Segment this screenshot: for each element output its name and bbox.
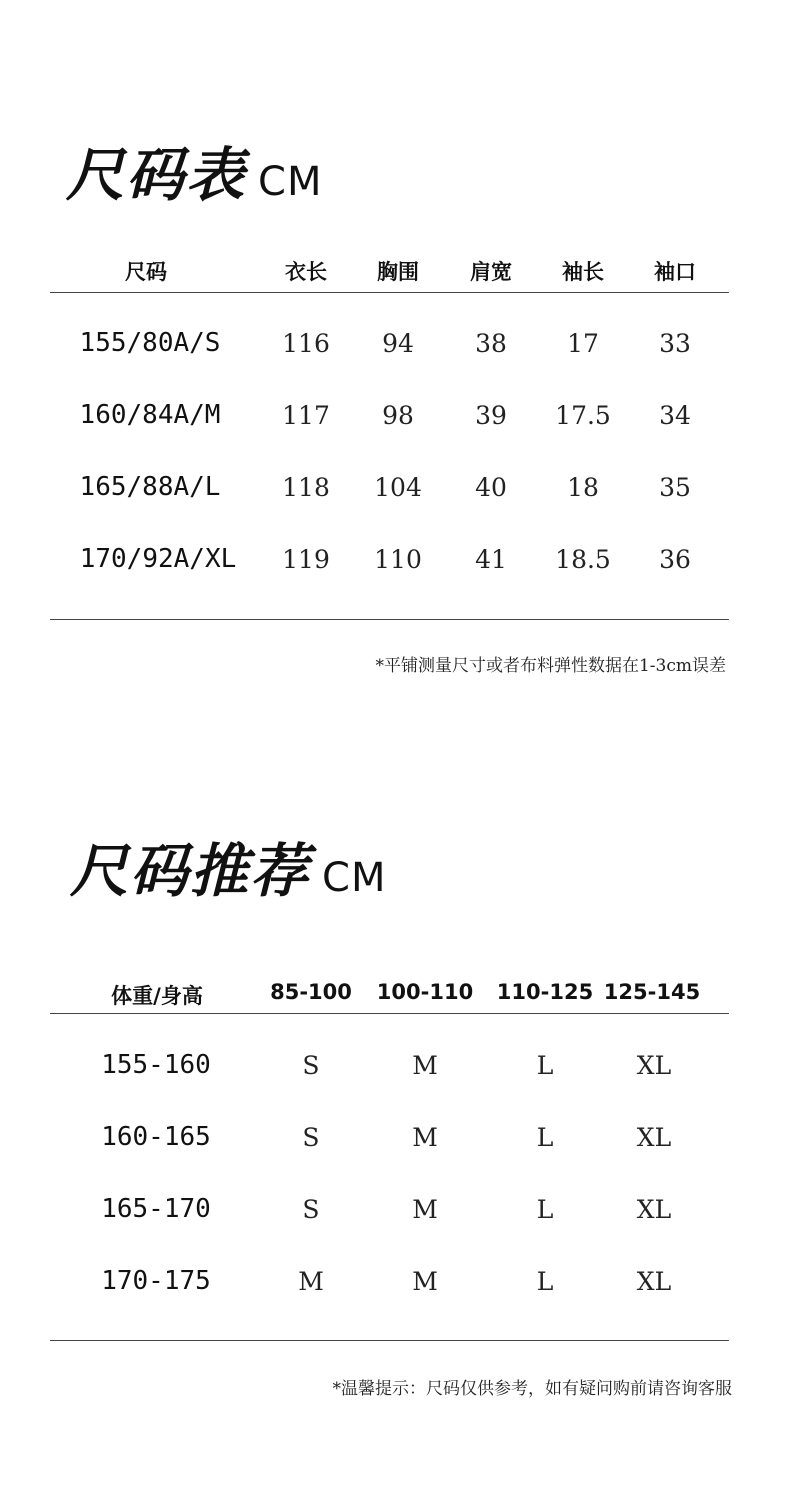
size-chart-cell: 98 [382,401,414,430]
size-recommend-cell: M [412,1195,438,1224]
size-chart-cell: 119 [282,545,330,574]
size-chart-cell: 41 [475,545,507,574]
size-recommend-cell: XL [636,1195,672,1224]
size-recommend-cell: S [302,1123,320,1152]
size-chart-row-label: 165/88A/L [79,472,221,502]
size-chart-cell: 36 [659,545,691,574]
size-chart-cell: 35 [659,473,691,502]
size-chart-cell: 18.5 [555,545,611,574]
size-chart-section [0,0,790,700]
size-chart-cell: 110 [374,545,422,574]
size-recommend-bottom-divider [50,1340,729,1341]
size-recommend-row-label: 160-165 [101,1122,211,1152]
size-chart-header-sleeve: 袖长 [562,260,604,284]
size-recommend-row-label: 170-175 [101,1266,211,1296]
size-chart-note: *平铺测量尺寸或者布料弹性数据在1-3cm误差 [375,656,726,676]
size-chart-cell: 104 [374,473,422,502]
size-chart-bottom-divider [50,619,729,620]
size-recommend-unit: CM [322,855,387,901]
size-chart-cell: 17.5 [555,401,611,430]
size-chart-row-label: 170/92A/XL [79,544,237,574]
size-chart-cell: 94 [382,329,414,358]
size-recommend-header-divider [50,1013,729,1014]
size-recommend-cell: M [298,1267,324,1296]
size-chart-cell: 18 [567,473,599,502]
size-chart-unit: CM [258,159,323,205]
size-recommend-note: *温馨提示：尺码仅供参考，如有疑问购前请咨询客服 [332,1379,732,1399]
size-recommend-cell: L [536,1267,554,1296]
size-recommend-cell: L [536,1195,554,1224]
size-recommend-cell: XL [636,1051,672,1080]
size-chart-cell: 38 [475,329,507,358]
size-chart-header-divider [50,292,729,293]
size-recommend-cell: M [412,1123,438,1152]
size-recommend-header-range: 110-125 [496,980,594,1004]
size-chart-header-size: 尺码 [125,260,167,284]
size-chart-cell: 118 [282,473,330,502]
size-recommend-title-text: 尺码推荐 [70,837,311,905]
size-chart-cell: 117 [282,401,330,430]
size-chart-header-length: 衣长 [285,260,327,284]
size-recommend-row-label: 155-160 [101,1050,211,1080]
size-chart-cell: 17 [567,329,599,358]
size-chart-cell: 40 [475,473,507,502]
size-chart-header-shoulder: 肩宽 [470,260,512,284]
size-recommend-cell: L [536,1123,554,1152]
size-recommend-cell: XL [636,1123,672,1152]
size-recommend-header-range: 125-145 [603,980,701,1004]
size-chart-cell: 34 [659,401,691,430]
size-recommend-cell: M [412,1051,438,1080]
size-chart-title [66,128,322,212]
size-chart-header-chest: 胸围 [377,260,419,284]
size-recommend-header-range: 85-100 [270,980,352,1004]
size-recommend-cell: XL [636,1267,672,1296]
size-recommend-section [0,700,790,1499]
size-chart-cell: 116 [282,329,330,358]
size-recommend-header-weight-height: 体重/身高 [111,984,203,1008]
size-recommend-header-range: 100-110 [376,980,474,1004]
size-recommend-title [70,824,386,908]
size-chart-row-label: 160/84A/M [79,400,221,430]
size-recommend-cell: M [412,1267,438,1296]
size-chart-row-label: 155/80A/S [79,328,221,358]
size-recommend-row-label: 165-170 [101,1194,211,1224]
size-chart-cell: 33 [659,329,691,358]
size-chart-title-text: 尺码表 [66,141,247,209]
size-chart-cell: 39 [475,401,507,430]
size-recommend-cell: S [302,1195,320,1224]
size-chart-header-cuff: 袖口 [654,260,696,284]
size-recommend-cell: S [302,1051,320,1080]
size-recommend-cell: L [536,1051,554,1080]
